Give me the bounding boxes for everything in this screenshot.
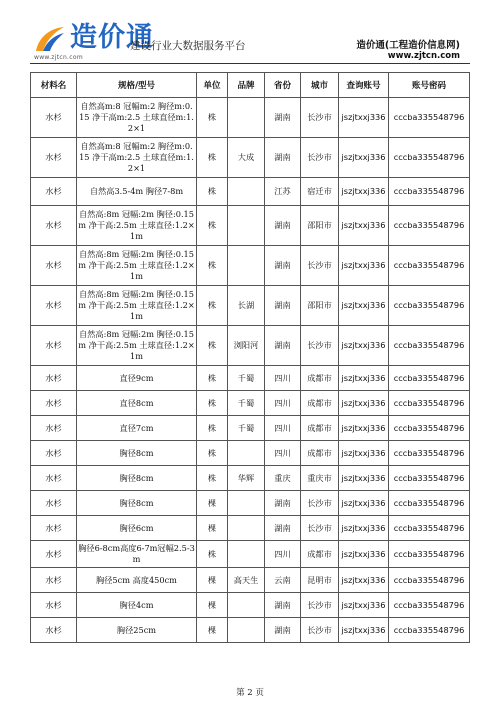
cell-spec: 自然高:8m 冠幅:2m 胸径:0.15m 净干高:2.5m 土球直径:1.2×1m: [77, 286, 197, 326]
cell-account: jszjtxxj336: [339, 541, 389, 568]
cell-name: 水杉: [31, 541, 77, 568]
cell-account: jszjtxxj336: [339, 466, 389, 491]
cell-province: 四川: [265, 541, 301, 568]
cell-unit: 株: [197, 541, 228, 568]
cell-account: jszjtxxj336: [339, 178, 389, 206]
table-row: [31, 491, 470, 516]
cell-account: jszjtxxj336: [339, 98, 389, 138]
cell-password: cccba335548796: [389, 516, 470, 541]
cell-password: cccba335548796: [389, 178, 470, 206]
cell-account: jszjtxxj336: [339, 246, 389, 286]
cell-brand: 千蜀: [228, 391, 265, 416]
table-row: [31, 326, 470, 366]
cell-password: cccba335548796: [389, 466, 470, 491]
cell-name: 水杉: [31, 391, 77, 416]
cell-unit: 株: [197, 466, 228, 491]
cell-name: 水杉: [31, 466, 77, 491]
cell-unit: 棵: [197, 593, 228, 618]
cell-spec: 胸径8cm: [77, 466, 197, 491]
cell-city: 邵阳市: [301, 206, 339, 246]
cell-name: 水杉: [31, 568, 77, 593]
material-price-table: [30, 72, 470, 643]
cell-city: 昆明市: [301, 568, 339, 593]
cell-province: 湖南: [265, 593, 301, 618]
cell-province: 云南: [265, 568, 301, 593]
cell-name: 水杉: [31, 491, 77, 516]
col-header-name: 材料名: [31, 73, 77, 98]
cell-spec: 直径8cm: [77, 391, 197, 416]
cell-password: cccba335548796: [389, 98, 470, 138]
page-number: 第 2 页: [236, 688, 264, 698]
cell-name: 水杉: [31, 138, 77, 178]
cell-province: 湖南: [265, 206, 301, 246]
col-header-unit: 单位: [197, 73, 228, 98]
cell-unit: 株: [197, 366, 228, 391]
cell-spec: 胸径6cm: [77, 516, 197, 541]
col-header-brand: 品牌: [228, 73, 265, 98]
cell-password: cccba335548796: [389, 568, 470, 593]
cell-unit: 棵: [197, 568, 228, 593]
cell-province: 四川: [265, 416, 301, 441]
cell-province: 四川: [265, 366, 301, 391]
cell-brand: [228, 593, 265, 618]
cell-name: 水杉: [31, 366, 77, 391]
cell-unit: 株: [197, 246, 228, 286]
cell-brand: [228, 618, 265, 643]
table-row: [31, 466, 470, 491]
table-row: [31, 516, 470, 541]
cell-account: jszjtxxj336: [339, 286, 389, 326]
cell-password: cccba335548796: [389, 326, 470, 366]
cell-spec: 直径7cm: [77, 416, 197, 441]
cell-city: 长沙市: [301, 246, 339, 286]
cell-password: cccba335548796: [389, 416, 470, 441]
cell-province: 湖南: [265, 516, 301, 541]
cell-password: cccba335548796: [389, 138, 470, 178]
cell-province: 湖南: [265, 326, 301, 366]
table-row: [31, 618, 470, 643]
cell-spec: 胸径4cm: [77, 593, 197, 618]
cell-city: 长沙市: [301, 491, 339, 516]
header-site-url[interactable]: www.zjtcn.com: [387, 51, 460, 61]
cell-account: jszjtxxj336: [339, 441, 389, 466]
cell-brand: 千蜀: [228, 416, 265, 441]
cell-brand: 大成: [228, 138, 265, 178]
cell-brand: [228, 516, 265, 541]
cell-unit: 株: [197, 138, 228, 178]
cell-city: 成都市: [301, 391, 339, 416]
cell-account: jszjtxxj336: [339, 416, 389, 441]
cell-city: 邵阳市: [301, 286, 339, 326]
cell-account: jszjtxxj336: [339, 391, 389, 416]
cell-unit: 株: [197, 178, 228, 206]
table-row: [31, 593, 470, 618]
cell-province: 湖南: [265, 618, 301, 643]
cell-city: 成都市: [301, 366, 339, 391]
cell-province: 湖南: [265, 138, 301, 178]
table-row: [31, 366, 470, 391]
cell-name: 水杉: [31, 178, 77, 206]
cell-brand: 华辉: [228, 466, 265, 491]
cell-province: 湖南: [265, 98, 301, 138]
cell-account: jszjtxxj336: [339, 366, 389, 391]
table-row: [31, 98, 470, 138]
cell-city: 成都市: [301, 416, 339, 441]
cell-spec: 胸径8cm: [77, 491, 197, 516]
cell-spec: 自然高:8m 冠幅:2m 胸径:0.15m 净干高:2.5m 土球直径:1.2×1m: [77, 326, 197, 366]
cell-account: jszjtxxj336: [339, 326, 389, 366]
cell-name: 水杉: [31, 98, 77, 138]
cell-city: 长沙市: [301, 138, 339, 178]
page-header: [0, 0, 500, 62]
col-header-password: 账号密码: [389, 73, 470, 98]
cell-province: 湖南: [265, 491, 301, 516]
col-header-city: 城市: [301, 73, 339, 98]
cell-unit: 株: [197, 391, 228, 416]
cell-city: 成都市: [301, 441, 339, 466]
table-row: [31, 541, 470, 568]
cell-spec: 胸径8cm: [77, 441, 197, 466]
cell-city: 宿迁市: [301, 178, 339, 206]
logo-text: 造价通: [70, 22, 154, 53]
logo-swoosh-icon: [33, 24, 67, 54]
cell-brand: [228, 206, 265, 246]
cell-province: 湖南: [265, 286, 301, 326]
cell-spec: 自然高m:8 冠幅m:2 胸径m:0.15 净干高m:2.5 土球直径m:1.2×1: [77, 98, 197, 138]
col-header-account: 查询账号: [339, 73, 389, 98]
cell-account: jszjtxxj336: [339, 568, 389, 593]
cell-unit: 棵: [197, 618, 228, 643]
table-row: [31, 568, 470, 593]
cell-unit: 株: [197, 206, 228, 246]
cell-unit: 株: [197, 441, 228, 466]
logo-url: www.zjtcn.com: [34, 54, 83, 61]
header-site-title: 造价通(工程造价信息网): [356, 40, 460, 51]
cell-name: 水杉: [31, 516, 77, 541]
cell-password: cccba335548796: [389, 441, 470, 466]
table-row: [31, 178, 470, 206]
cell-unit: 株: [197, 286, 228, 326]
cell-brand: [228, 491, 265, 516]
cell-spec: 胸径6-8cm高度6-7m冠幅2.5-3m: [77, 541, 197, 568]
cell-brand: 浏阳河: [228, 326, 265, 366]
cell-account: jszjtxxj336: [339, 138, 389, 178]
cell-password: cccba335548796: [389, 541, 470, 568]
cell-account: jszjtxxj336: [339, 618, 389, 643]
cell-spec: 直径9cm: [77, 366, 197, 391]
cell-password: cccba335548796: [389, 206, 470, 246]
table-row: [31, 416, 470, 441]
cell-city: 成都市: [301, 541, 339, 568]
cell-brand: 长湖: [228, 286, 265, 326]
cell-unit: 株: [197, 98, 228, 138]
cell-province: 四川: [265, 391, 301, 416]
cell-spec: 胸径25cm: [77, 618, 197, 643]
cell-city: 长沙市: [301, 98, 339, 138]
cell-brand: 高天生: [228, 568, 265, 593]
cell-password: cccba335548796: [389, 286, 470, 326]
cell-brand: [228, 98, 265, 138]
cell-brand: [228, 541, 265, 568]
cell-province: 湖南: [265, 246, 301, 286]
cell-brand: [228, 246, 265, 286]
cell-password: cccba335548796: [389, 246, 470, 286]
cell-name: 水杉: [31, 206, 77, 246]
cell-province: 四川: [265, 441, 301, 466]
header-slogan: 建设行业大数据服务平台: [130, 40, 246, 52]
cell-province: 重庆: [265, 466, 301, 491]
cell-unit: 棵: [197, 491, 228, 516]
cell-password: cccba335548796: [389, 618, 470, 643]
cell-password: cccba335548796: [389, 593, 470, 618]
cell-brand: [228, 441, 265, 466]
cell-city: 长沙市: [301, 618, 339, 643]
cell-city: 长沙市: [301, 326, 339, 366]
cell-password: cccba335548796: [389, 491, 470, 516]
cell-brand: [228, 178, 265, 206]
cell-unit: 株: [197, 326, 228, 366]
cell-name: 水杉: [31, 326, 77, 366]
table-header-row: [31, 73, 470, 98]
cell-brand: 千蜀: [228, 366, 265, 391]
cell-password: cccba335548796: [389, 366, 470, 391]
cell-account: jszjtxxj336: [339, 516, 389, 541]
cell-city: 长沙市: [301, 516, 339, 541]
cell-province: 江苏: [265, 178, 301, 206]
cell-unit: 棵: [197, 516, 228, 541]
cell-spec: 自然高3.5-4m 胸径7-8m: [77, 178, 197, 206]
cell-city: 长沙市: [301, 593, 339, 618]
table-row: [31, 138, 470, 178]
cell-spec: 自然高m:8 冠幅m:2 胸径m:0.15 净干高m:2.5 土球直径m:1.2×1: [77, 138, 197, 178]
cell-account: jszjtxxj336: [339, 206, 389, 246]
cell-account: jszjtxxj336: [339, 491, 389, 516]
cell-name: 水杉: [31, 593, 77, 618]
cell-password: cccba335548796: [389, 391, 470, 416]
table-row: [31, 441, 470, 466]
cell-spec: 自然高:8m 冠幅:2m 胸径:0.15m 净干高:2.5m 土球直径:1.2×1m: [77, 246, 197, 286]
cell-name: 水杉: [31, 618, 77, 643]
table-row: [31, 391, 470, 416]
cell-spec: 胸径5cm 高度450cm: [77, 568, 197, 593]
col-header-province: 省份: [265, 73, 301, 98]
table-row: [31, 286, 470, 326]
table-row: [31, 246, 470, 286]
col-header-spec: 规格/型号: [77, 73, 197, 98]
cell-name: 水杉: [31, 416, 77, 441]
table-row: [31, 206, 470, 246]
cell-account: jszjtxxj336: [339, 593, 389, 618]
cell-spec: 自然高:8m 冠幅:2m 胸径:0.15m 净干高:2.5m 土球直径:1.2×1m: [77, 206, 197, 246]
cell-name: 水杉: [31, 441, 77, 466]
cell-city: 重庆市: [301, 466, 339, 491]
header-divider: [30, 63, 470, 64]
cell-unit: 株: [197, 416, 228, 441]
cell-name: 水杉: [31, 246, 77, 286]
cell-name: 水杉: [31, 286, 77, 326]
